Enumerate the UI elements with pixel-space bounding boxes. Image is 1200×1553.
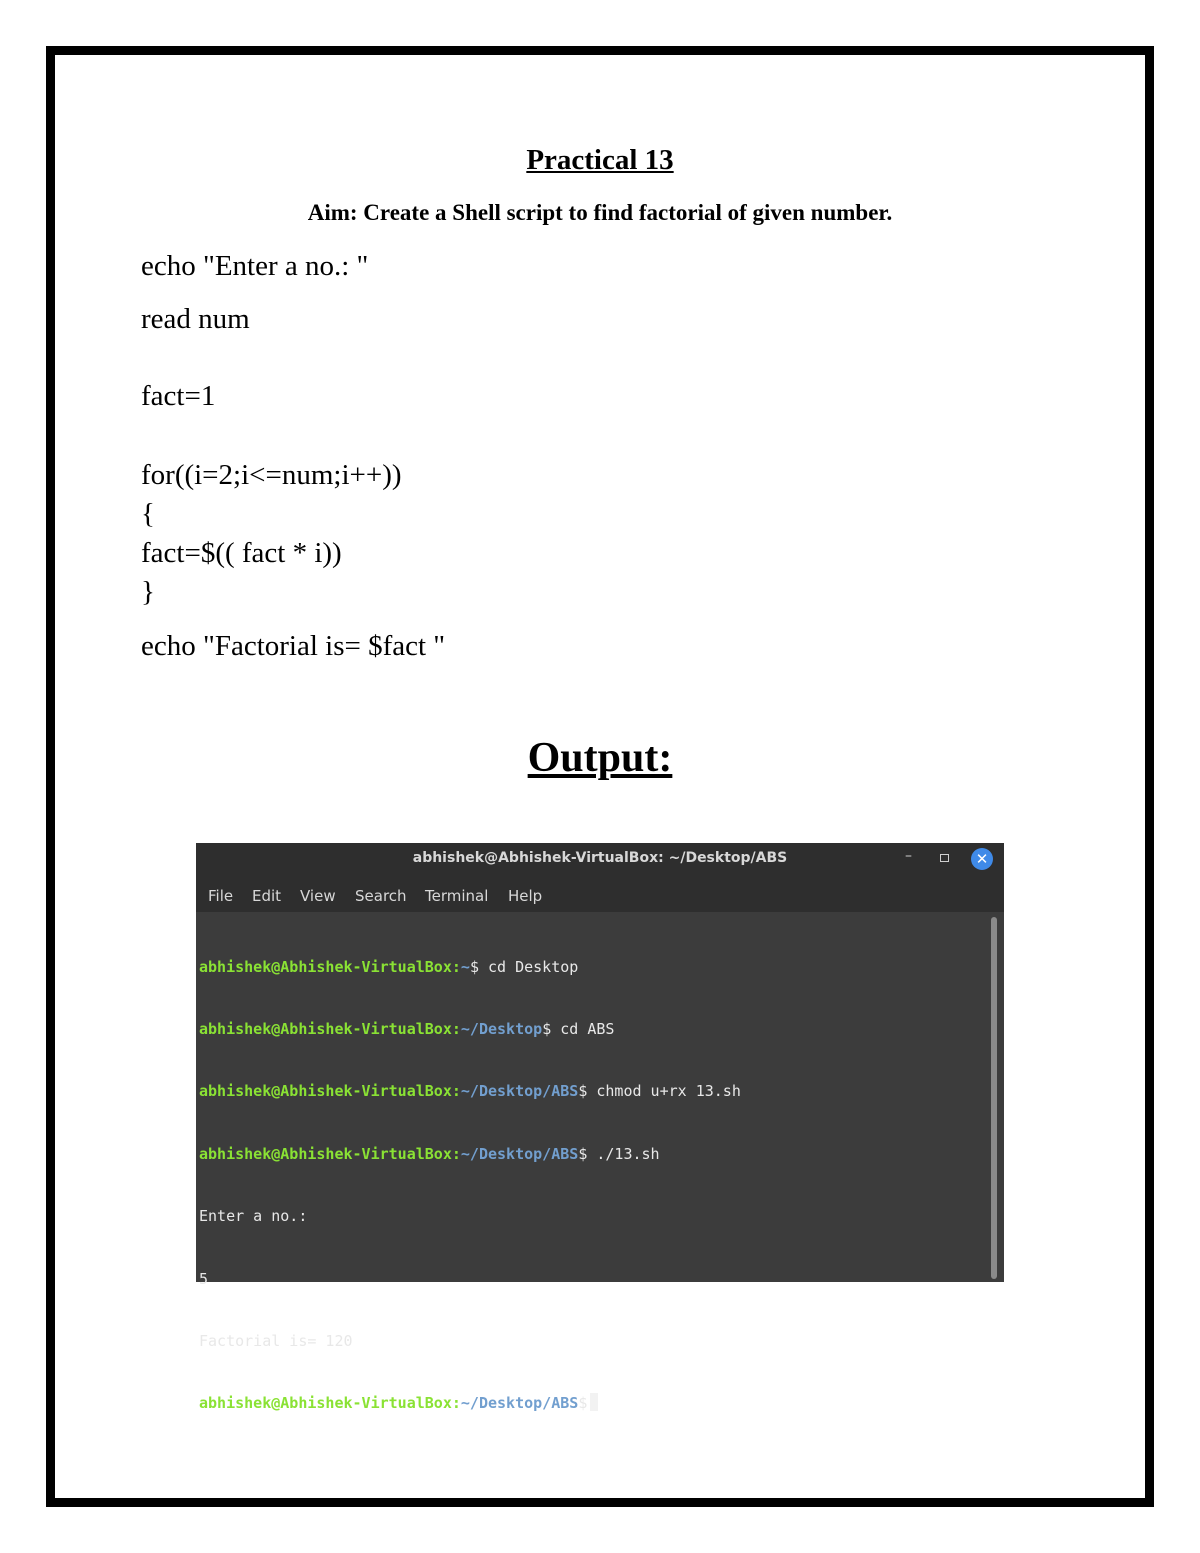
page-title: Practical 13 xyxy=(526,144,674,176)
terminal-cursor xyxy=(590,1393,598,1411)
terminal-menubar xyxy=(196,876,1004,912)
terminal-output-line: Enter a no.: xyxy=(199,1207,308,1226)
code-line: for((i=2;i<=num;i++)) xyxy=(141,459,402,491)
terminal-command: $ cd ABS xyxy=(542,1019,615,1038)
terminal-titlebar[interactable] xyxy=(196,843,1004,876)
prompt-path: ~/Desktop xyxy=(460,1019,543,1038)
maximize-icon[interactable] xyxy=(940,854,949,862)
terminal-output[interactable] xyxy=(199,915,979,1456)
prompt-path: ~ xyxy=(460,957,470,976)
prompt-user: abhishek@Abhishek-VirtualBox xyxy=(199,1082,452,1101)
terminal-output-line: Factorial is= 120 xyxy=(199,1331,353,1350)
menu-help[interactable]: Help xyxy=(508,887,543,905)
terminal-command: $ ./13.sh xyxy=(578,1144,660,1163)
menu-file[interactable]: File xyxy=(208,887,234,905)
prompt-path: ~/Desktop/ABS xyxy=(460,1394,579,1413)
prompt-user: abhishek@Abhishek-VirtualBox xyxy=(199,1019,452,1038)
terminal-line: abhishek@Abhishek-VirtualBox:~$ cd Desktop xyxy=(199,957,579,976)
close-icon[interactable]: ✕ xyxy=(971,848,993,870)
aim-statement: Aim: Create a Shell script to find factorial of given number. xyxy=(307,200,893,225)
terminal-screenshot xyxy=(196,843,1004,1413)
menu-view[interactable]: View xyxy=(300,887,336,905)
prompt-path: ~/Desktop/ABS xyxy=(460,1144,579,1163)
prompt-user: abhishek@Abhishek-VirtualBox xyxy=(199,957,452,976)
prompt-user: abhishek@Abhishek-VirtualBox xyxy=(199,1394,452,1413)
prompt-user: abhishek@Abhishek-VirtualBox xyxy=(199,1144,452,1163)
terminal-command: $ cd Desktop xyxy=(469,957,579,976)
menu-search[interactable]: Search xyxy=(355,887,407,905)
code-line: fact=$(( fact * i)) xyxy=(141,537,342,569)
menu-edit[interactable]: Edit xyxy=(252,887,282,905)
output-heading: Output: xyxy=(527,735,673,781)
code-line: fact=1 xyxy=(141,380,216,412)
terminal-command: $ chmod u+rx 13.sh xyxy=(578,1082,741,1101)
prompt-path: ~/Desktop/ABS xyxy=(460,1082,579,1101)
terminal-scrollbar[interactable] xyxy=(991,917,997,1279)
terminal-line: abhishek@Abhishek-VirtualBox:~/Desktop$ cd ABS xyxy=(199,1019,615,1038)
terminal-line: abhishek@Abhishek-VirtualBox:~/Desktop/ABS$ xyxy=(199,1393,979,1414)
code-line: echo "Enter a no.: " xyxy=(141,250,369,282)
menu-terminal[interactable]: Terminal xyxy=(425,887,489,905)
terminal-output-line: 5 xyxy=(199,1269,209,1288)
terminal-window-title: abhishek@Abhishek-VirtualBox: ~/Desktop/ABS xyxy=(412,850,788,866)
code-line: } xyxy=(141,576,155,608)
terminal-line: abhishek@Abhishek-VirtualBox:~/Desktop/ABS$ ./13.sh xyxy=(199,1144,660,1163)
terminal-line: abhishek@Abhishek-VirtualBox:~/Desktop/ABS$ chmod u+rx 13.sh xyxy=(199,1082,741,1101)
code-line: echo "Factorial is= $fact " xyxy=(141,630,446,662)
terminal-command: $ xyxy=(578,1394,588,1413)
code-line: read num xyxy=(141,303,250,335)
minimize-icon[interactable]: – xyxy=(905,848,912,864)
code-line: { xyxy=(141,498,155,530)
